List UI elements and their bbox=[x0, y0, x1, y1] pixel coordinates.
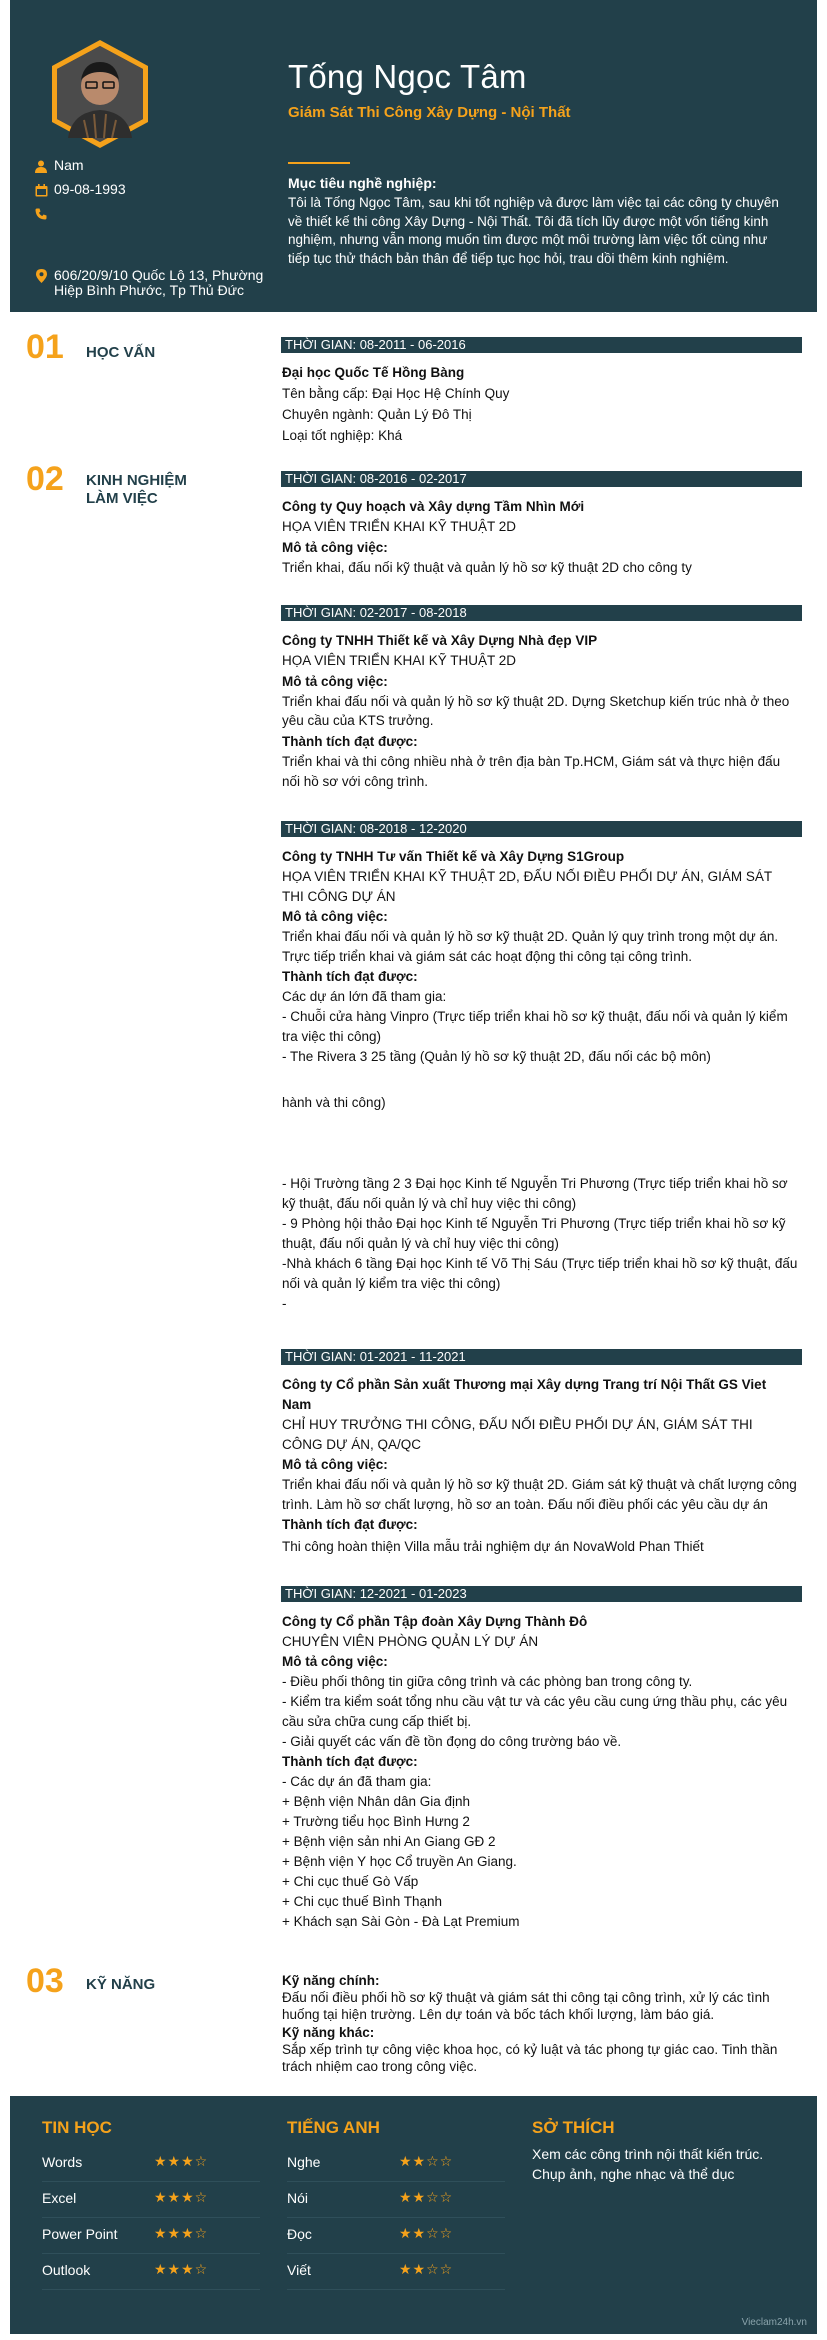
job-achievement: Thi công hoàn thiện Villa mẫu trải nghiệm dự án NovaWold Phan Thiết bbox=[282, 1539, 704, 1554]
job-achievement-title: Thành tích đạt được: bbox=[282, 734, 418, 749]
job-desc: - Kiểm tra kiểm soát tổng nhu cầu vật tư và các yêu cầu cung ứng thầu phụ, các yêu bbox=[282, 1694, 788, 1709]
address-line-2: Hiệp Bình Phước, Tp Thủ Đức bbox=[54, 282, 245, 298]
job-achievement: + Khách sạn Sài Gòn - Đà Lạt Premium bbox=[282, 1914, 520, 1929]
skills-other-title: Kỹ năng khác: bbox=[282, 2025, 375, 2040]
job-company: Công ty TNHH Thiết kế và Xây Dựng Nhà đẹp VIP bbox=[282, 633, 598, 648]
job-achievement: + Chi cục thuế Gò Vấp bbox=[282, 1874, 419, 1889]
job-achievement: - Hội Trường tầng 2 3 Đại học Kinh tế Nguyễn Tri Phương (Trực tiếp triển khai hồ sơ bbox=[282, 1176, 788, 1191]
english-skill-label: Nghe bbox=[287, 2154, 321, 2170]
job-achievement: - 9 Phòng hội thảo Đại học Kinh tế Nguyễn Tri Phương (Trực tiếp triển khai hồ sơ kỹ bbox=[282, 1216, 786, 1231]
english-skill-row bbox=[287, 2218, 505, 2254]
job-desc-title: Mô tả công việc: bbox=[282, 1457, 388, 1472]
section-label-education: HỌC VẤN bbox=[86, 344, 156, 361]
english-skill-row bbox=[287, 2146, 505, 2182]
section-number-education: 01 bbox=[26, 328, 64, 366]
job-desc: cầu sửa chữa cung cấp thiết bị. bbox=[282, 1714, 472, 1729]
star-rating: ★★★☆ bbox=[154, 2225, 209, 2241]
gender-value: Nam bbox=[54, 157, 84, 173]
job-position: CHỈ HUY TRƯỞNG THI CÔNG, ĐẤU NỐI ĐIỀU PHỐI DỰ ÁN, GIÁM SÁT THI bbox=[282, 1417, 753, 1432]
job-achievement: kỹ thuật, đấu nối quản lý và chỉ huy việc thi công) bbox=[282, 1196, 577, 1211]
calendar-icon bbox=[32, 182, 50, 198]
job-achievement: - Các dự án đã tham gia: bbox=[282, 1774, 432, 1789]
job-position: CHUYÊN VIÊN PHÒNG QUẢN LÝ DỰ ÁN bbox=[282, 1634, 539, 1649]
education-degree: Tên bằng cấp: Đại Học Hệ Chính Quy bbox=[282, 386, 510, 401]
job-period-bar: THỜI GIAN: 01-2021 - 11-2021 bbox=[281, 1349, 802, 1365]
star-rating: ★★☆☆ bbox=[399, 2189, 454, 2205]
job-achievement: hành và thi công) bbox=[282, 1095, 386, 1110]
it-skill-row bbox=[42, 2254, 260, 2290]
user-icon bbox=[32, 158, 50, 174]
job-period-bar: THỜI GIAN: 02-2017 - 08-2018 bbox=[281, 605, 802, 621]
address-row bbox=[32, 268, 263, 298]
address-line-1: 606/20/9/10 Quốc Lộ 13, Phường bbox=[54, 267, 264, 283]
job-position: THI CÔNG DỰ ÁN bbox=[282, 889, 396, 904]
english-skill-row bbox=[287, 2254, 505, 2290]
candidate-name: Tống Ngọc Tâm bbox=[288, 58, 527, 95]
hobby-title: SỞ THÍCH bbox=[532, 2118, 615, 2137]
objective-line: về thiết kế thi công Xây Dựng - Nội Thất. Tôi đã tích lũy được một vốn tiếng kinh bbox=[288, 213, 769, 229]
skills-main-title: Kỹ năng chính: bbox=[282, 1973, 380, 1988]
job-achievement-title: Thành tích đạt được: bbox=[282, 1517, 418, 1532]
job-desc-title: Mô tả công việc: bbox=[282, 909, 388, 924]
experience-label-line: KINH NGHIỆM bbox=[86, 472, 187, 489]
job-desc-title: Mô tả công việc: bbox=[282, 674, 388, 689]
english-skill-label: Đọc bbox=[287, 2226, 312, 2242]
job-desc: yêu cầu của KTS trưởng. bbox=[282, 713, 434, 728]
job-achievement: Triển khai và thi công nhiều nhà ở trên địa bàn Tp.HCM, Giám sát và thực hiện đấu bbox=[282, 754, 781, 769]
it-skill-row bbox=[42, 2218, 260, 2254]
it-skills-title: TIN HỌC bbox=[42, 2118, 112, 2137]
job-achievement: + Trường tiểu học Bình Hưng 2 bbox=[282, 1814, 470, 1829]
it-skill-row bbox=[42, 2146, 260, 2182]
job-desc: - Điều phối thông tin giữa công trình và các phòng ban trong công ty. bbox=[282, 1674, 693, 1689]
education-school: Đại học Quốc Tế Hồng Bàng bbox=[282, 365, 465, 380]
section-number-skills: 03 bbox=[26, 1962, 64, 2000]
job-desc: - Giải quyết các vấn đề tồn đọng do công trường báo về. bbox=[282, 1734, 622, 1749]
job-achievement: + Bệnh viện Nhân dân Gia định bbox=[282, 1794, 471, 1809]
job-achievement: thuật, đấu nối quản lý và chỉ huy việc thi công) bbox=[282, 1236, 559, 1251]
job-achievement: Các dự án lớn đã tham gia: bbox=[282, 989, 447, 1004]
section-label-experience bbox=[86, 472, 206, 508]
skills-main-text: Đấu nối điều phối hồ sơ kỹ thuật và giám sát thi công tại công trình, xử lý các tình bbox=[282, 1990, 770, 2005]
location-pin-icon bbox=[32, 268, 50, 284]
objective-line: tiếp tục thử thách bản thân để tiếp tục học hỏi, trau dồi thêm kinh nghiệm. bbox=[288, 250, 729, 266]
job-achievement: + Bệnh viện sản nhi An Giang GĐ 2 bbox=[282, 1834, 496, 1849]
job-company: Nam bbox=[282, 1397, 312, 1412]
it-skill-label: Outlook bbox=[42, 2262, 91, 2278]
job-achievement-title: Thành tích đạt được: bbox=[282, 969, 418, 984]
avatar bbox=[48, 38, 152, 150]
education-grade: Loại tốt nghiệp: Khá bbox=[282, 428, 403, 443]
job-desc-title: Mô tả công việc: bbox=[282, 540, 388, 555]
it-skill-label: Words bbox=[42, 2154, 83, 2170]
phone-icon bbox=[32, 206, 50, 222]
it-skill-label: Power Point bbox=[42, 2226, 118, 2242]
job-achievement: - bbox=[282, 1296, 287, 1311]
gender-row bbox=[32, 158, 84, 174]
job-achievement: + Chi cục thuế Bình Thạnh bbox=[282, 1894, 442, 1909]
star-rating: ★★☆☆ bbox=[399, 2153, 454, 2169]
job-period-bar: THỜI GIAN: 12-2021 - 01-2023 bbox=[281, 1586, 802, 1602]
job-period-bar: THỜI GIAN: 08-2018 - 12-2020 bbox=[281, 821, 802, 837]
job-position: HỌA VIÊN TRIỂN KHAI KỸ THUẬT 2D bbox=[282, 519, 517, 534]
education-major: Chuyên ngành: Quản Lý Đô Thị bbox=[282, 407, 472, 422]
objective-line: nghiệm, nhưng vẫn mong muốn tìm được một môi trường làm việc tốt cùng như bbox=[288, 232, 768, 247]
star-rating: ★★★☆ bbox=[154, 2261, 209, 2277]
english-skill-label: Nói bbox=[287, 2190, 309, 2206]
skills-main-text: huống tại hiện trường. Lên dự toán và bốc tách khối lượng, làm báo giá. bbox=[282, 2007, 715, 2022]
experience-label-line: LÀM VIỆC bbox=[86, 490, 158, 507]
job-company: Công ty TNHH Tư vấn Thiết kế và Xây Dựng S1Group bbox=[282, 849, 625, 864]
job-desc: Trực tiếp triển khai và giám sát các hoạt động thi công tại công trình. bbox=[282, 949, 693, 964]
job-title: Giám Sát Thi Công Xây Dựng - Nội Thất bbox=[288, 104, 571, 121]
job-desc: Triển khai đấu nối và quản lý hồ sơ kỹ thuật 2D. Dựng Sketchup kiến trúc nhà ở theo bbox=[282, 694, 790, 709]
job-company: Công ty Quy hoạch và Xây dựng Tầm Nhìn Mới bbox=[282, 499, 585, 514]
job-desc: Triển khai, đấu nối kỹ thuật và quản lý hồ sơ kỹ thuật 2D cho công ty bbox=[282, 560, 692, 575]
phone-row bbox=[32, 206, 54, 222]
section-number-experience: 02 bbox=[26, 460, 64, 498]
job-position: CÔNG DỰ ÁN, QA/QC bbox=[282, 1437, 422, 1452]
objective-line: Tôi là Tống Ngọc Tâm, sau khi tốt nghiệp và được làm việc tại các công ty chuyên bbox=[288, 195, 779, 210]
job-desc: trình. Làm hồ sơ chất lượng, hồ sơ an toàn. Đấu nối điều phối các yêu cầu dự án bbox=[282, 1497, 768, 1512]
job-desc-title: Mô tả công việc: bbox=[282, 1654, 388, 1669]
english-skill-label: Viết bbox=[287, 2262, 311, 2278]
objective-text bbox=[288, 194, 798, 268]
job-achievement: nối và quản lý kiểm tra việc thi công) bbox=[282, 1276, 501, 1291]
hobby-line: Chụp ảnh, nghe nhạc và thể dục bbox=[532, 2166, 735, 2182]
star-rating: ★★☆☆ bbox=[399, 2225, 454, 2241]
skills-other-text: Sắp xếp trình tự công việc khoa học, có kỷ luật và tác phong tự giác cao. Tinh thần bbox=[282, 2042, 778, 2057]
star-rating: ★★★☆ bbox=[154, 2153, 209, 2169]
brand-watermark: Vieclam24h.vn bbox=[741, 2317, 807, 2328]
cv-footer bbox=[10, 2096, 817, 2334]
english-skills-title: TIẾNG ANH bbox=[287, 2118, 380, 2137]
job-desc: Triển khai đấu nối và quản lý hồ sơ kỹ thuật 2D. Giám sát kỹ thuật và chất lượng công bbox=[282, 1477, 797, 1492]
it-skill-row bbox=[42, 2182, 260, 2218]
title-divider bbox=[288, 162, 350, 164]
job-period-bar: THỜI GIAN: 08-2016 - 02-2017 bbox=[281, 471, 802, 487]
birthday-value: 09-08-1993 bbox=[54, 181, 126, 197]
star-rating: ★★★☆ bbox=[154, 2189, 209, 2205]
english-skill-row bbox=[287, 2182, 505, 2218]
job-position: HỌA VIÊN TRIỂN KHAI KỸ THUẬT 2D, ĐẤU NỐI ĐIỀU PHỐI DỰ ÁN, GIÁM SÁT bbox=[282, 869, 773, 884]
objective-title: Mục tiêu nghề nghiệp: bbox=[288, 175, 437, 191]
hobby-line: Xem các công trình nội thất kiến trúc. bbox=[532, 2146, 764, 2162]
job-achievement: tra việc thi công) bbox=[282, 1029, 382, 1044]
birthday-row bbox=[32, 182, 126, 198]
cv-header bbox=[10, 0, 817, 312]
job-achievement: - The Rivera 3 25 tầng (Quản lý hồ sơ kỹ thuật 2D, đấu nối các bộ môn) bbox=[282, 1049, 711, 1064]
section-label-skills: KỸ NĂNG bbox=[86, 1976, 156, 1993]
it-skill-label: Excel bbox=[42, 2190, 77, 2206]
job-company: Công ty Cổ phần Sản xuất Thương mại Xây dựng Trang trí Nội Thất GS Viet bbox=[282, 1377, 767, 1392]
job-position: HỌA VIÊN TRIỂN KHAI KỸ THUẬT 2D bbox=[282, 653, 517, 668]
star-rating: ★★☆☆ bbox=[399, 2261, 454, 2277]
education-period-bar: THỜI GIAN: 08-2011 - 06-2016 bbox=[281, 337, 802, 353]
job-desc: Triển khai đấu nối và quản lý hồ sơ kỹ thuật 2D. Quản lý quy trình trong một dự án. bbox=[282, 929, 779, 944]
skills-other-text: trách nhiệm cao trong công việc. bbox=[282, 2059, 478, 2074]
hobby-text bbox=[532, 2144, 802, 2184]
job-achievement-title: Thành tích đạt được: bbox=[282, 1754, 418, 1769]
job-achievement: - Chuỗi cửa hàng Vinpro (Trực tiếp triển khai hồ sơ kỹ thuật, đấu nối và quản lý kiểm bbox=[282, 1009, 788, 1024]
job-achievement: + Bệnh viện Y học Cổ truyền An Giang. bbox=[282, 1854, 517, 1869]
job-achievement: nối hồ sơ với công trình. bbox=[282, 774, 429, 789]
job-achievement: -Nhà khách 6 tầng Đại học Kinh tế Võ Thị Sáu (Trực tiếp triển khai hồ sơ kỹ thuật, đấu bbox=[282, 1256, 798, 1271]
job-company: Công ty Cổ phần Tập đoàn Xây Dựng Thành Đô bbox=[282, 1614, 588, 1629]
